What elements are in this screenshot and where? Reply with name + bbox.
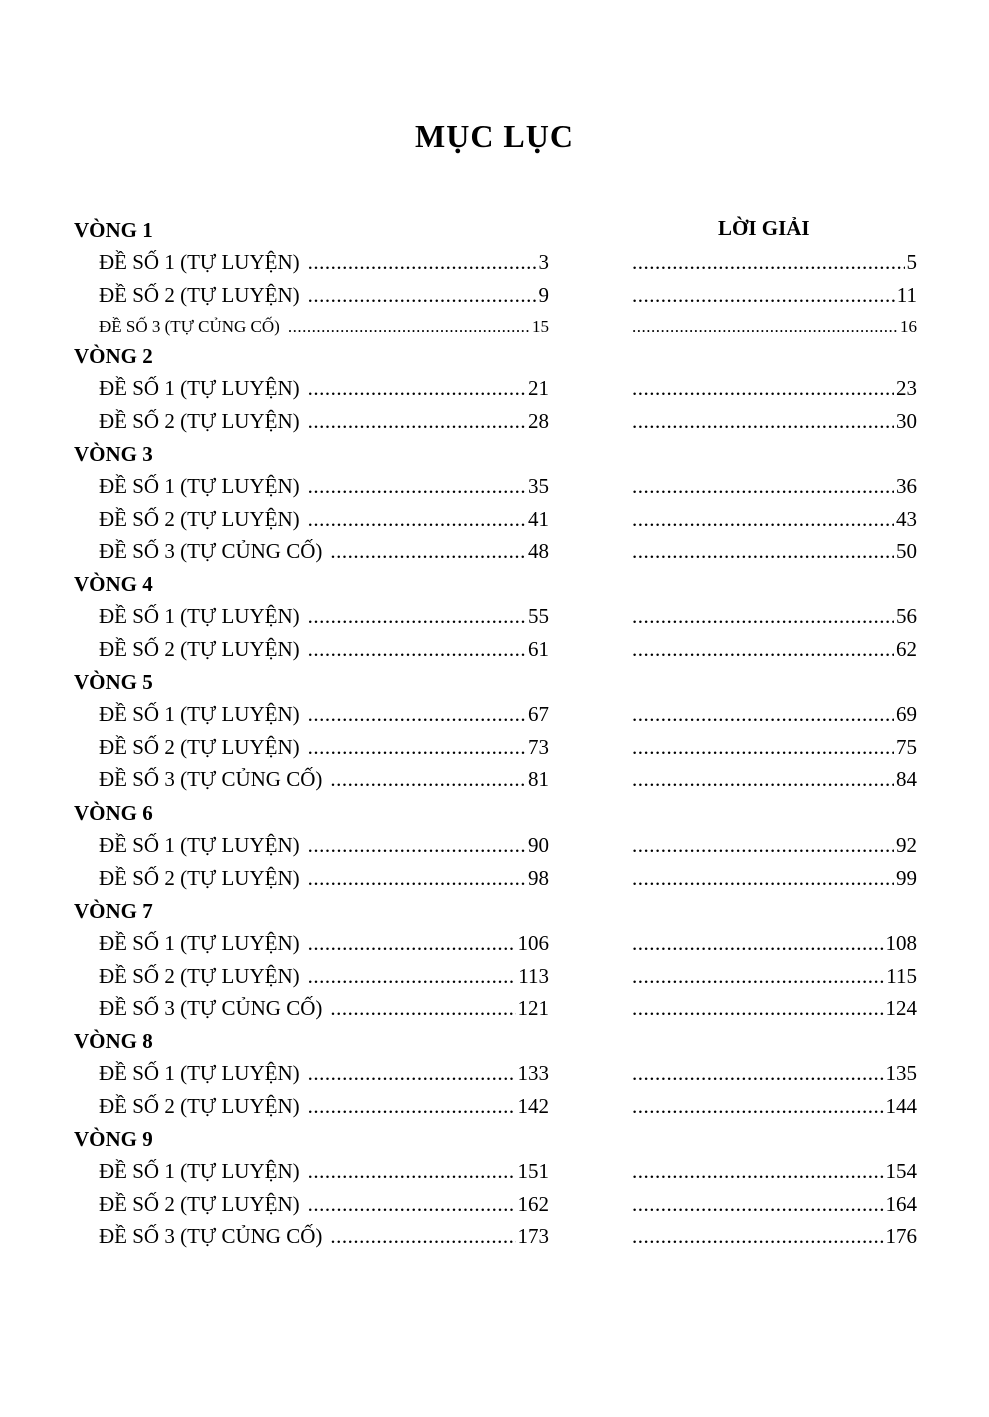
page-number: 73 xyxy=(528,734,549,759)
dot-leader xyxy=(308,1191,516,1217)
answer-entry[interactable] xyxy=(632,865,917,891)
dot-leader xyxy=(632,506,894,532)
dot-leader xyxy=(308,249,537,275)
answer-page-number: 164 xyxy=(885,1191,917,1216)
entry-label: ĐỀ SỐ 2 (TỰ LUYỆN) xyxy=(99,408,300,433)
toc-entry[interactable] xyxy=(99,506,549,532)
dot-leader xyxy=(632,1223,884,1249)
answer-entry[interactable] xyxy=(632,1223,917,1249)
toc-entry[interactable] xyxy=(99,734,549,760)
answer-page-number: 56 xyxy=(896,604,917,628)
round-title: VÒNG 1 xyxy=(74,218,153,242)
toc-entry[interactable] xyxy=(99,995,549,1021)
entry-label: ĐỀ SỐ 1 (TỰ LUYỆN) xyxy=(99,1061,300,1085)
entry-label: ĐỀ SỐ 2 (TỰ LUYỆN) xyxy=(99,636,300,661)
entry-label: ĐỀ SỐ 1 (TỰ LUYỆN) xyxy=(99,1159,300,1183)
answer-page-number: 50 xyxy=(896,539,917,563)
page-number: 9 xyxy=(538,282,549,307)
round-title: VÒNG 9 xyxy=(74,1127,153,1151)
dot-leader xyxy=(308,506,526,532)
answer-page-number: 99 xyxy=(896,865,917,890)
answer-page-number: 92 xyxy=(896,833,917,857)
toc-entry[interactable] xyxy=(99,963,549,989)
answer-page-number: 176 xyxy=(885,1224,917,1248)
page-number: 61 xyxy=(528,636,549,661)
answer-page-number: 23 xyxy=(896,376,917,400)
answer-page-number: 11 xyxy=(896,282,917,307)
dot-leader xyxy=(632,249,905,275)
entry-label: ĐỀ SỐ 3 (TỰ CỦNG CỐ) xyxy=(99,539,323,563)
round-title: VÒNG 2 xyxy=(74,344,153,368)
toc-entry[interactable] xyxy=(99,766,549,792)
entry-label: ĐỀ SỐ 1 (TỰ LUYỆN) xyxy=(99,604,300,628)
entry-label: ĐỀ SỐ 1 (TỰ LUYỆN) xyxy=(99,474,300,498)
toc-entry[interactable] xyxy=(99,314,549,340)
dot-leader xyxy=(632,636,894,662)
toc-entry[interactable] xyxy=(99,930,549,956)
toc-entry[interactable] xyxy=(99,473,549,499)
dot-leader xyxy=(632,375,894,401)
answer-entry[interactable] xyxy=(632,1158,917,1184)
answer-entry[interactable] xyxy=(632,995,917,1021)
entry-label: ĐỀ SỐ 1 (TỰ LUYỆN) xyxy=(99,702,300,726)
toc-entry[interactable] xyxy=(99,1191,549,1217)
answer-page-number: 5 xyxy=(906,250,917,274)
page-number: 98 xyxy=(528,865,549,890)
answer-entry[interactable] xyxy=(632,766,917,792)
dot-leader xyxy=(632,314,898,340)
answer-entry[interactable] xyxy=(632,930,917,956)
dot-leader xyxy=(632,1191,884,1217)
answers-column-heading: LỜI GIẢI xyxy=(718,216,810,240)
page-number: 48 xyxy=(528,539,549,563)
dot-leader xyxy=(308,375,526,401)
answer-page-number: 69 xyxy=(896,702,917,726)
dot-leader xyxy=(632,963,884,989)
dot-leader xyxy=(308,865,526,891)
answer-page-number: 135 xyxy=(885,1061,917,1085)
answer-entry[interactable] xyxy=(632,538,917,564)
toc-entry[interactable] xyxy=(99,1093,549,1119)
dot-leader xyxy=(308,701,526,727)
round-title: VÒNG 3 xyxy=(74,442,153,466)
dot-leader xyxy=(632,734,894,760)
page-title: MỤC LỤC xyxy=(415,118,574,154)
page-number: 35 xyxy=(528,474,549,498)
page-number: 162 xyxy=(517,1191,549,1216)
dot-leader xyxy=(330,766,526,792)
page-number: 15 xyxy=(532,317,549,336)
toc-entry[interactable] xyxy=(99,408,549,434)
round-title: VÒNG 4 xyxy=(74,572,153,596)
dot-leader xyxy=(308,1060,516,1086)
page-number: 41 xyxy=(528,506,549,531)
page-number: 3 xyxy=(538,250,549,274)
round-title: VÒNG 5 xyxy=(74,670,153,694)
answer-page-number: 154 xyxy=(885,1159,917,1183)
entry-label: ĐỀ SỐ 1 (TỰ LUYỆN) xyxy=(99,376,300,400)
toc-entry[interactable] xyxy=(99,1158,549,1184)
answer-entry[interactable] xyxy=(632,636,917,662)
dot-leader xyxy=(308,408,526,434)
dot-leader xyxy=(288,314,530,340)
dot-leader xyxy=(330,538,526,564)
dot-leader xyxy=(632,603,894,629)
toc-entry[interactable] xyxy=(99,375,549,401)
dot-leader xyxy=(632,1093,884,1119)
answer-entry[interactable] xyxy=(632,249,917,275)
entry-label: ĐỀ SỐ 2 (TỰ LUYỆN) xyxy=(99,282,300,307)
answer-entry[interactable] xyxy=(632,701,917,727)
entry-label: ĐỀ SỐ 1 (TỰ LUYỆN) xyxy=(99,250,300,274)
toc-entry[interactable] xyxy=(99,538,549,564)
toc-entry[interactable] xyxy=(99,1060,549,1086)
answer-entry[interactable] xyxy=(632,506,917,532)
entry-label: ĐỀ SỐ 2 (TỰ LUYỆN) xyxy=(99,963,300,988)
page-number: 133 xyxy=(517,1061,549,1085)
round-title: VÒNG 7 xyxy=(74,899,153,923)
page-number: 151 xyxy=(517,1159,549,1183)
round-title: VÒNG 6 xyxy=(74,801,153,825)
entry-label: ĐỀ SỐ 2 (TỰ LUYỆN) xyxy=(99,506,300,531)
answer-entry[interactable] xyxy=(632,1191,917,1217)
page-number: 142 xyxy=(517,1093,549,1118)
toc-entry[interactable] xyxy=(99,282,549,308)
answer-entry[interactable] xyxy=(632,734,917,760)
answer-entry[interactable] xyxy=(632,408,917,434)
entry-label: ĐỀ SỐ 2 (TỰ LUYỆN) xyxy=(99,1093,300,1118)
answer-page-number: 115 xyxy=(886,963,917,988)
answer-entry[interactable] xyxy=(632,832,917,858)
dot-leader xyxy=(632,408,894,434)
entry-label: ĐỀ SỐ 2 (TỰ LUYỆN) xyxy=(99,734,300,759)
entry-label: ĐỀ SỐ 2 (TỰ LUYỆN) xyxy=(99,865,300,890)
page-number: 21 xyxy=(528,376,549,400)
round-title: VÒNG 8 xyxy=(74,1029,153,1053)
toc-entry[interactable] xyxy=(99,1223,549,1249)
toc-entry[interactable] xyxy=(99,636,549,662)
answer-entry[interactable] xyxy=(632,473,917,499)
dot-leader xyxy=(632,1158,884,1184)
entry-label: ĐỀ SỐ 3 (TỰ CỦNG CỐ) xyxy=(99,1224,323,1248)
entry-label: ĐỀ SỐ 3 (TỰ CỦNG CỐ) xyxy=(99,317,280,336)
answer-page-number: 84 xyxy=(896,767,917,791)
entry-label: ĐỀ SỐ 3 (TỰ CỦNG CỐ) xyxy=(99,996,323,1020)
dot-leader xyxy=(308,473,526,499)
toc-entry[interactable] xyxy=(99,603,549,629)
page-number: 113 xyxy=(518,963,549,988)
entry-label: ĐỀ SỐ 2 (TỰ LUYỆN) xyxy=(99,1191,300,1216)
dot-leader xyxy=(632,832,894,858)
entry-label: ĐỀ SỐ 1 (TỰ LUYỆN) xyxy=(99,931,300,955)
toc-entry[interactable] xyxy=(99,249,549,275)
entry-label: ĐỀ SỐ 1 (TỰ LUYỆN) xyxy=(99,833,300,857)
dot-leader xyxy=(308,832,526,858)
toc-entry[interactable] xyxy=(99,832,549,858)
dot-leader xyxy=(308,603,526,629)
toc-entry[interactable] xyxy=(99,701,549,727)
answer-page-number: 108 xyxy=(885,931,917,955)
dot-leader xyxy=(632,1060,884,1086)
entry-label: ĐỀ SỐ 3 (TỰ CỦNG CỐ) xyxy=(99,767,323,791)
dot-leader xyxy=(632,766,894,792)
answer-page-number: 75 xyxy=(896,734,917,759)
answer-entry[interactable] xyxy=(632,1060,917,1086)
dot-leader xyxy=(308,636,526,662)
dot-leader xyxy=(308,1158,516,1184)
answer-entry[interactable] xyxy=(632,1093,917,1119)
answer-entry[interactable] xyxy=(632,963,917,989)
dot-leader xyxy=(632,930,884,956)
dot-leader xyxy=(308,930,516,956)
answer-entry[interactable] xyxy=(632,603,917,629)
dot-leader xyxy=(632,701,894,727)
page-number: 173 xyxy=(517,1224,549,1248)
dot-leader xyxy=(308,734,526,760)
page-number: 81 xyxy=(528,767,549,791)
page-number: 106 xyxy=(517,931,549,955)
answer-page-number: 30 xyxy=(896,408,917,433)
dot-leader xyxy=(632,995,884,1021)
dot-leader xyxy=(330,1223,515,1249)
page-number: 55 xyxy=(528,604,549,628)
answer-entry[interactable] xyxy=(632,282,917,308)
dot-leader xyxy=(632,865,894,891)
toc-entry[interactable] xyxy=(99,865,549,891)
page-number: 28 xyxy=(528,408,549,433)
answer-page-number: 16 xyxy=(900,317,917,336)
dot-leader xyxy=(632,282,895,308)
answer-entry[interactable] xyxy=(632,375,917,401)
answer-page-number: 36 xyxy=(896,474,917,498)
dot-leader xyxy=(308,1093,516,1119)
page-number: 67 xyxy=(528,702,549,726)
answer-entry[interactable] xyxy=(632,314,917,340)
answer-page-number: 43 xyxy=(896,506,917,531)
page-number: 90 xyxy=(528,833,549,857)
answer-page-number: 62 xyxy=(896,636,917,661)
page-number: 121 xyxy=(517,996,549,1020)
dot-leader xyxy=(632,473,894,499)
dot-leader xyxy=(632,538,894,564)
answer-page-number: 144 xyxy=(885,1093,917,1118)
dot-leader xyxy=(330,995,515,1021)
answer-page-number: 124 xyxy=(885,996,917,1020)
dot-leader xyxy=(308,282,537,308)
dot-leader xyxy=(308,963,517,989)
